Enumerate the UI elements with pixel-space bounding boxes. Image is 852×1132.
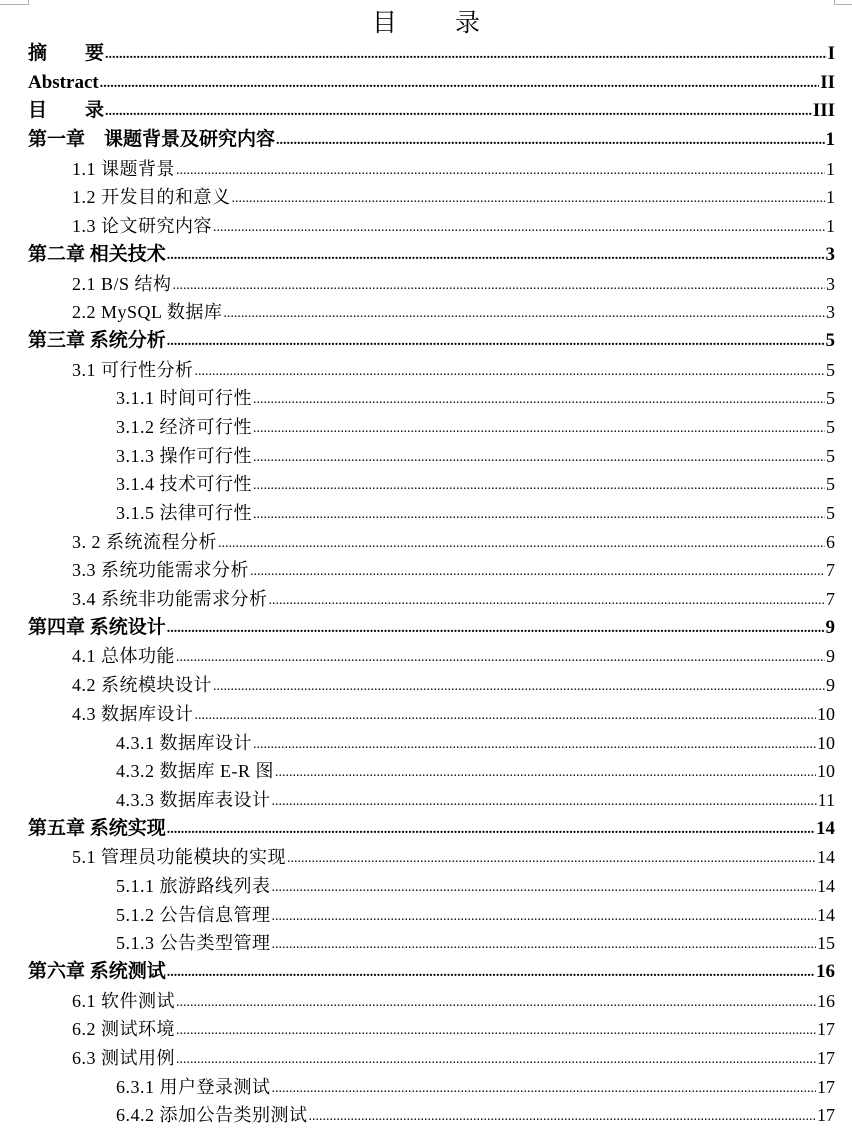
toc-dot-leader	[195, 355, 826, 387]
toc-section-entry[interactable]	[28, 671, 835, 700]
toc-entry-label: Abstract	[28, 71, 99, 93]
toc-entry-label: 3.1.5 法律可行性	[116, 503, 252, 523]
toc-entry-label: 4.3.2 数据库 E-R 图	[116, 761, 274, 782]
toc-entry-label: 3.3 系统功能需求分析	[72, 560, 249, 581]
toc-dot-leader	[167, 240, 825, 271]
toc-chapter-entry[interactable]	[28, 126, 835, 155]
toc-section-entry[interactable]	[28, 700, 835, 729]
toc-entry-label: 1.1 课题背景	[72, 158, 175, 179]
toc-entry-label: 6.3 测试用例	[72, 1048, 175, 1069]
toc-section-entry[interactable]	[28, 270, 835, 299]
toc-subsection-entry[interactable]	[28, 413, 835, 442]
toc-chapter-entry[interactable]	[28, 241, 835, 270]
toc-entry-label: 摘 要	[28, 43, 105, 64]
toc-page-number: 9	[825, 616, 835, 638]
toc-dot-leader	[105, 39, 827, 70]
toc-subsection-entry[interactable]	[28, 929, 835, 958]
toc-section-entry[interactable]	[28, 642, 835, 671]
toc-page-number: 5	[826, 503, 835, 523]
toc-entry-label: 6.4.2 添加公告类别测试	[116, 1105, 308, 1126]
toc-section-entry[interactable]	[28, 183, 835, 212]
toc-entry-label: 3. 2 系统流程分析	[72, 531, 217, 552]
toc-entry-label: 5.1 管理员功能模块的实现	[72, 847, 286, 868]
toc-dot-leader	[176, 1043, 816, 1075]
toc-entry-label: 第二章 相关技术	[28, 243, 166, 265]
toc-dot-leader	[167, 814, 815, 845]
toc-section-entry[interactable]	[28, 843, 835, 872]
toc-dot-leader	[269, 584, 826, 616]
toc-subsection-entry[interactable]	[28, 872, 835, 901]
toc-dot-leader	[253, 412, 825, 444]
toc-dot-leader	[176, 641, 825, 673]
toc-entry-label: 6.3.1 用户登录测试	[116, 1076, 271, 1097]
toc-entry-label: 2.1 B/S 结构	[72, 273, 172, 294]
toc-page-number: 1	[826, 216, 835, 237]
toc-entry-label: 4.1 总体功能	[72, 646, 175, 667]
toc-section-entry[interactable]	[28, 987, 835, 1016]
toc-chapter-entry[interactable]	[28, 40, 835, 69]
toc-page-number: 6	[826, 531, 835, 552]
toc-entry-label: 第六章 系统测试	[28, 961, 166, 982]
table-of-contents	[28, 40, 835, 1130]
toc-page-number: 10	[817, 703, 835, 724]
toc-dot-leader	[287, 842, 816, 874]
toc-dot-leader	[272, 928, 817, 960]
toc-subsection-entry[interactable]	[28, 499, 835, 528]
toc-section-entry[interactable]	[28, 1044, 835, 1073]
toc-page-number: 1	[825, 129, 835, 151]
toc-entry-label: 3.1.2 经济可行性	[116, 416, 252, 437]
toc-page-number: 9	[826, 646, 835, 667]
toc-dot-leader	[275, 756, 816, 788]
toc-entry-label: 目 录	[28, 100, 105, 122]
toc-entry-label: 第五章 系统实现	[28, 817, 166, 839]
toc-dot-leader	[272, 785, 817, 817]
toc-entry-label: 5.1.1 旅游路线列表	[116, 875, 271, 896]
toc-dot-leader	[272, 871, 817, 903]
toc-dot-leader	[253, 469, 825, 501]
toc-entry-label: 1.3 论文研究内容	[72, 216, 212, 237]
toc-dot-leader	[176, 154, 825, 186]
toc-section-entry[interactable]	[28, 298, 835, 327]
toc-page-number: 5	[826, 445, 835, 466]
toc-entry-label: 1.2 开发目的和意义	[72, 187, 231, 208]
toc-page-number: 15	[817, 933, 835, 954]
toc-dot-leader	[253, 498, 825, 530]
toc-page-number: 17	[817, 1105, 835, 1126]
toc-page-number: 14	[817, 847, 835, 868]
toc-chapter-entry[interactable]	[28, 815, 835, 844]
toc-dot-leader	[276, 125, 824, 156]
toc-entry-label: 3.1 可行性分析	[72, 359, 194, 380]
toc-entry-label: 第三章 系统分析	[28, 329, 166, 351]
toc-chapter-entry[interactable]	[28, 327, 835, 356]
toc-subsection-entry[interactable]	[28, 442, 835, 471]
toc-entry-label: 3.1.1 时间可行性	[116, 388, 252, 409]
toc-page-number: 14	[817, 875, 835, 896]
toc-dot-leader	[195, 699, 817, 731]
toc-dot-leader	[232, 182, 826, 214]
toc-page-number: 17	[817, 1048, 835, 1069]
toc-section-entry[interactable]	[28, 1015, 835, 1044]
toc-chapter-entry[interactable]	[28, 97, 835, 126]
toc-dot-leader	[167, 957, 815, 988]
toc-entry-label: 3.1.4 技术可行性	[116, 474, 252, 495]
toc-subsection-entry[interactable]	[28, 1101, 835, 1130]
toc-chapter-entry[interactable]	[28, 958, 835, 987]
toc-entry-label: 2.2 MySQL 数据库	[72, 302, 223, 323]
toc-dot-leader	[250, 555, 825, 587]
toc-entry-label: 4.3.1 数据库设计	[116, 732, 252, 753]
toc-page-number: 17	[817, 1019, 835, 1040]
toc-entry-label: 5.1.3 公告类型管理	[116, 933, 271, 954]
toc-entry-label: 4.2 系统模块设计	[72, 675, 212, 696]
toc-subsection-entry[interactable]	[28, 901, 835, 930]
toc-section-entry[interactable]	[28, 585, 835, 614]
toc-page-number: II	[820, 71, 835, 93]
toc-page-number: III	[812, 100, 835, 122]
page-title	[0, 4, 852, 42]
toc-dot-leader	[176, 986, 816, 1018]
toc-entry-label: 5.1.2 公告信息管理	[116, 904, 271, 925]
toc-dot-leader	[272, 900, 817, 932]
toc-page-number: 5	[826, 359, 835, 380]
toc-dot-leader	[167, 326, 825, 357]
toc-dot-leader	[176, 1014, 816, 1046]
toc-page-number: 14	[817, 904, 835, 925]
toc-subsection-entry[interactable]	[28, 729, 835, 758]
toc-dot-leader	[213, 670, 825, 702]
toc-subsection-entry[interactable]	[28, 757, 835, 786]
toc-entry-label: 6.1 软件测试	[72, 990, 175, 1011]
title-char-1: 目	[371, 8, 397, 37]
toc-dot-leader	[309, 1100, 817, 1132]
toc-dot-leader	[213, 211, 825, 243]
toc-page-number: 14	[816, 817, 835, 839]
toc-dot-leader	[253, 441, 825, 473]
toc-page-number: 5	[826, 388, 835, 409]
toc-page-number: I	[827, 43, 835, 64]
toc-subsection-entry[interactable]	[28, 786, 835, 815]
title-char-2: 录	[455, 8, 481, 37]
toc-page-number: 5	[825, 329, 835, 351]
toc-chapter-entry[interactable]	[28, 614, 835, 643]
toc-page-number: 16	[816, 961, 835, 982]
toc-page-number: 3	[825, 243, 835, 265]
toc-subsection-entry[interactable]	[28, 384, 835, 413]
toc-dot-leader	[253, 383, 825, 415]
toc-page-number: 3	[826, 302, 835, 323]
toc-section-entry[interactable]	[28, 556, 835, 585]
toc-section-entry[interactable]	[28, 528, 835, 557]
toc-page-number: 11	[817, 789, 835, 810]
toc-page-number: 1	[826, 187, 835, 208]
toc-dot-leader	[173, 269, 825, 301]
toc-page-number: 5	[826, 416, 835, 437]
toc-page-number: 1	[826, 158, 835, 179]
toc-entry-label: 6.2 测试环境	[72, 1019, 175, 1040]
toc-entry-label: 3.4 系统非功能需求分析	[72, 589, 268, 610]
toc-entry-label: 第四章 系统设计	[28, 616, 166, 638]
toc-entry-label: 4.3 数据库设计	[72, 703, 194, 724]
toc-section-entry[interactable]	[28, 155, 835, 184]
toc-dot-leader	[167, 613, 825, 644]
toc-page-number: 7	[826, 589, 835, 610]
toc-entry-label: 第一章 课题背景及研究内容	[28, 129, 276, 151]
toc-page-number: 16	[817, 990, 835, 1011]
toc-page-number: 3	[826, 273, 835, 294]
toc-page-number: 9	[826, 675, 835, 696]
toc-subsection-entry[interactable]	[28, 1073, 835, 1102]
toc-page-number: 10	[817, 732, 835, 753]
toc-dot-leader	[218, 527, 825, 559]
toc-section-entry[interactable]	[28, 212, 835, 241]
toc-entry-label: 3.1.3 操作可行性	[116, 445, 252, 466]
toc-dot-leader	[105, 96, 812, 127]
toc-section-entry[interactable]	[28, 356, 835, 385]
toc-dot-leader	[272, 1072, 817, 1104]
toc-entry-label: 4.3.3 数据库表设计	[116, 789, 271, 810]
toc-page-number: 7	[826, 560, 835, 581]
toc-page-number: 17	[817, 1076, 835, 1097]
toc-dot-leader	[253, 728, 816, 760]
toc-page-number: 5	[826, 474, 835, 495]
toc-dot-leader	[100, 68, 820, 99]
toc-chapter-entry[interactable]	[28, 69, 835, 98]
toc-dot-leader	[223, 297, 825, 329]
toc-page-number: 10	[817, 761, 835, 782]
toc-subsection-entry[interactable]	[28, 470, 835, 499]
